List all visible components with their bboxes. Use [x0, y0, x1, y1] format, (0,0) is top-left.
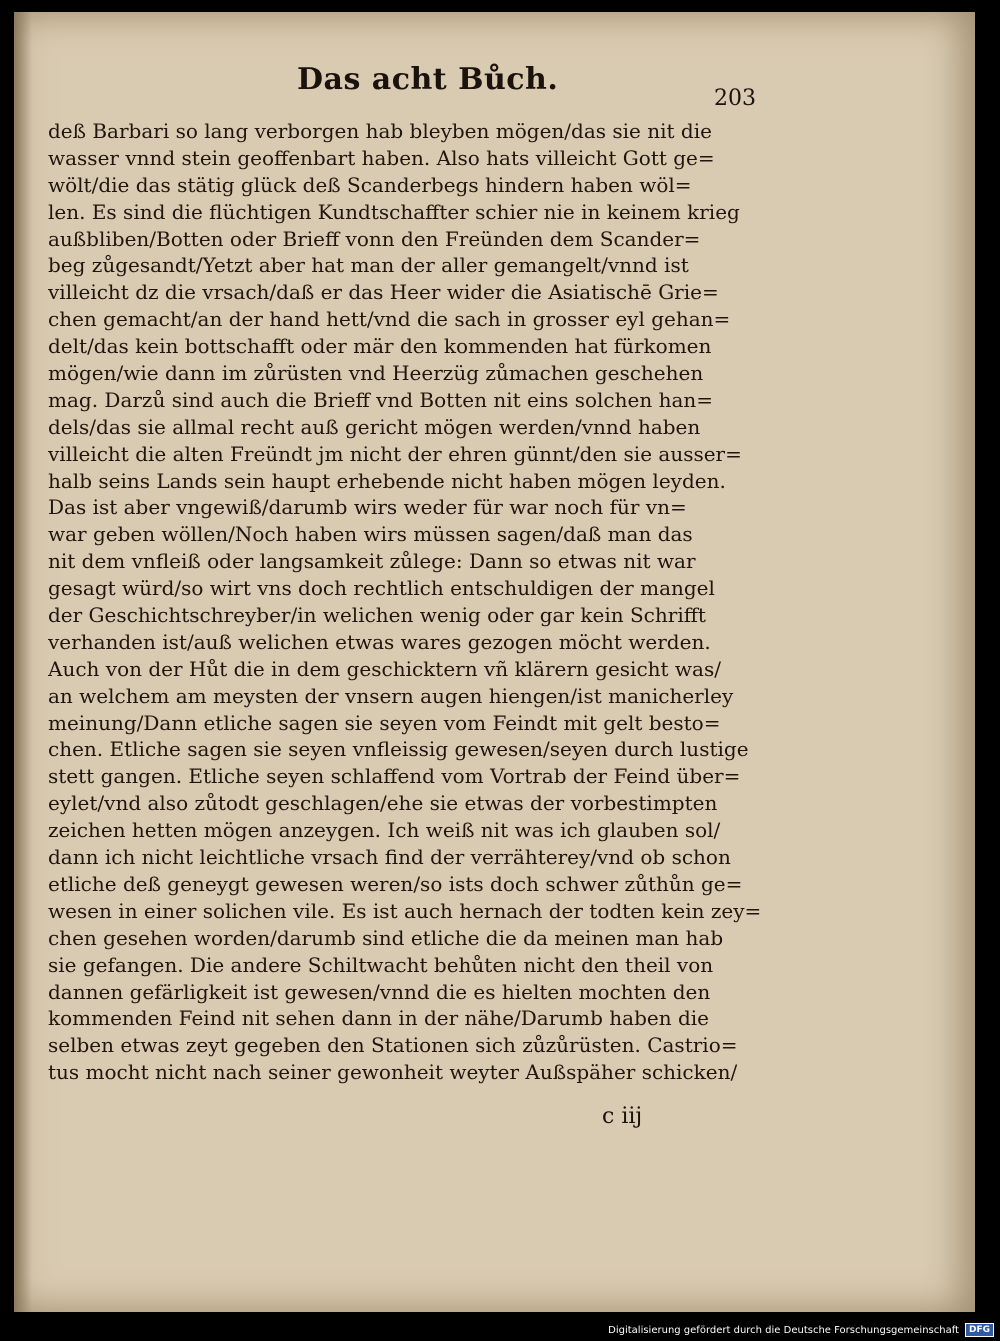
text-line: der Geschichtschreyber/in welichen wenig oder gar kein Schrifft — [48, 603, 706, 628]
text-line: an welchem am meysten der vnsern augen hiengen/ist manicherley — [48, 683, 734, 708]
text-line: tus mocht nicht nach seiner gewonheit weyter Außspäher schicken/ — [48, 1060, 738, 1085]
text-line: beg zůgesandt/Yetzt aber hat man der aller gemangelt/vnnd ist — [48, 253, 689, 278]
text-line: mag. Darzů sind auch die Brieff vnd Botten nit eins solchen han= — [48, 387, 714, 412]
book-page — [14, 12, 975, 1312]
text-line: verhanden ist/auß welichen etwas wares gezogen möcht werden. — [48, 629, 711, 654]
text-line: len. Es sind die flüchtigen Kundtschaffter schier nie in keinem krieg — [48, 199, 740, 224]
text-line: wesen in einer solichen vile. Es ist auch hernach der todten kein zey= — [48, 898, 762, 923]
dfg-logo-icon: DFG — [965, 1323, 994, 1337]
text-line: Auch von der Hůt die in dem geschicktern vñ klärern gesicht was/ — [48, 656, 721, 681]
text-line: chen gesehen worden/darumb sind etliche die da meinen man hab — [48, 925, 724, 950]
funding-credit: Digitalisierung gefördert durch die Deutsche Forschungsgemeinschaft — [608, 1324, 959, 1336]
text-line: stett gangen. Etliche seyen schlaffend vom Vortrab der Feind über= — [48, 764, 741, 789]
digitization-footer — [608, 1323, 994, 1337]
page-gutter-shadow — [14, 12, 32, 1312]
text-line: kommenden Feind nit sehen dann in der nähe/Darumb haben die — [48, 1006, 710, 1031]
text-line: villeicht die alten Freündt jm nicht der ehren günnt/den sie ausser= — [48, 441, 742, 466]
text-line: chen. Etliche sagen sie seyen vnfleissig gewesen/seyen durch lustige — [48, 737, 749, 762]
text-line: meinung/Dann etliche sagen sie seyen vom Feindt mit gelt besto= — [48, 710, 721, 735]
text-line: chen gemacht/an der hand hett/vnd die sach in grosser eyl gehan= — [48, 307, 731, 332]
text-line: dann ich nicht leichtliche vrsach find der verrähterey/vnd ob schon — [48, 845, 731, 870]
page-number: 203 — [714, 86, 756, 111]
text-line: dannen gefärligkeit ist gewesen/vnnd die es hielten mochten den — [48, 979, 711, 1004]
text-line: gesagt würd/so wirt vns doch rechtlich entschuldigen der mangel — [48, 576, 715, 601]
text-line: etliche deß geneygt gewesen weren/so ists doch schwer zůthůn ge= — [48, 871, 743, 896]
text-line: Das ist aber vngewiß/darumb wirs weder für war noch für vn= — [48, 495, 687, 520]
text-line: war geben wöllen/Noch haben wirs müssen sagen/daß man das — [48, 522, 693, 547]
text-line: selben etwas zeyt gegeben den Stationen sich zůzůrüsten. Castrio= — [48, 1033, 738, 1058]
text-line: halb seins Lands sein haupt erhebende nicht haben mögen leyden. — [48, 468, 726, 493]
text-line: villeicht dz die vrsach/daß er das Heer wider die Asiatischē Grie= — [48, 280, 719, 305]
text-line: mögen/wie dann im zůrüsten vnd Heerzüg zůmachen geschehen — [48, 361, 704, 386]
running-title: Das acht Bůch. — [297, 62, 559, 97]
text-line: wasser vnnd stein geoffenbart haben. Also hats villeicht Gott ge= — [48, 145, 715, 170]
body-text — [48, 118, 768, 1086]
text-line: delt/das kein bottschafft oder mär den kommenden hat fürkomen — [48, 334, 712, 359]
text-line: deß Barbari so lang verborgen hab bleyben mögen/das sie nit die — [48, 119, 712, 143]
text-line: sie gefangen. Die andere Schiltwacht behůten nicht den theil von — [48, 952, 714, 977]
text-line: dels/das sie allmal recht auß gericht mögen werden/vnnd haben — [48, 414, 701, 439]
text-line: nit dem vnfleiß oder langsamkeit zůlege: Dann so etwas nit war — [48, 549, 696, 574]
text-line: zeichen hetten mögen anzeygen. Ich weiß nit was ich glauben sol/ — [48, 818, 721, 843]
text-line: außbliben/Botten oder Brieff vonn den Freünden dem Scander= — [48, 226, 701, 251]
text-line: wölt/die das stätig glück deß Scanderbegs hindern haben wöl= — [48, 172, 692, 197]
signature-mark: c iij — [602, 1104, 643, 1129]
text-line: eylet/vnd also zůtodt geschlagen/ehe sie etwas der vorbestimpten — [48, 791, 718, 816]
